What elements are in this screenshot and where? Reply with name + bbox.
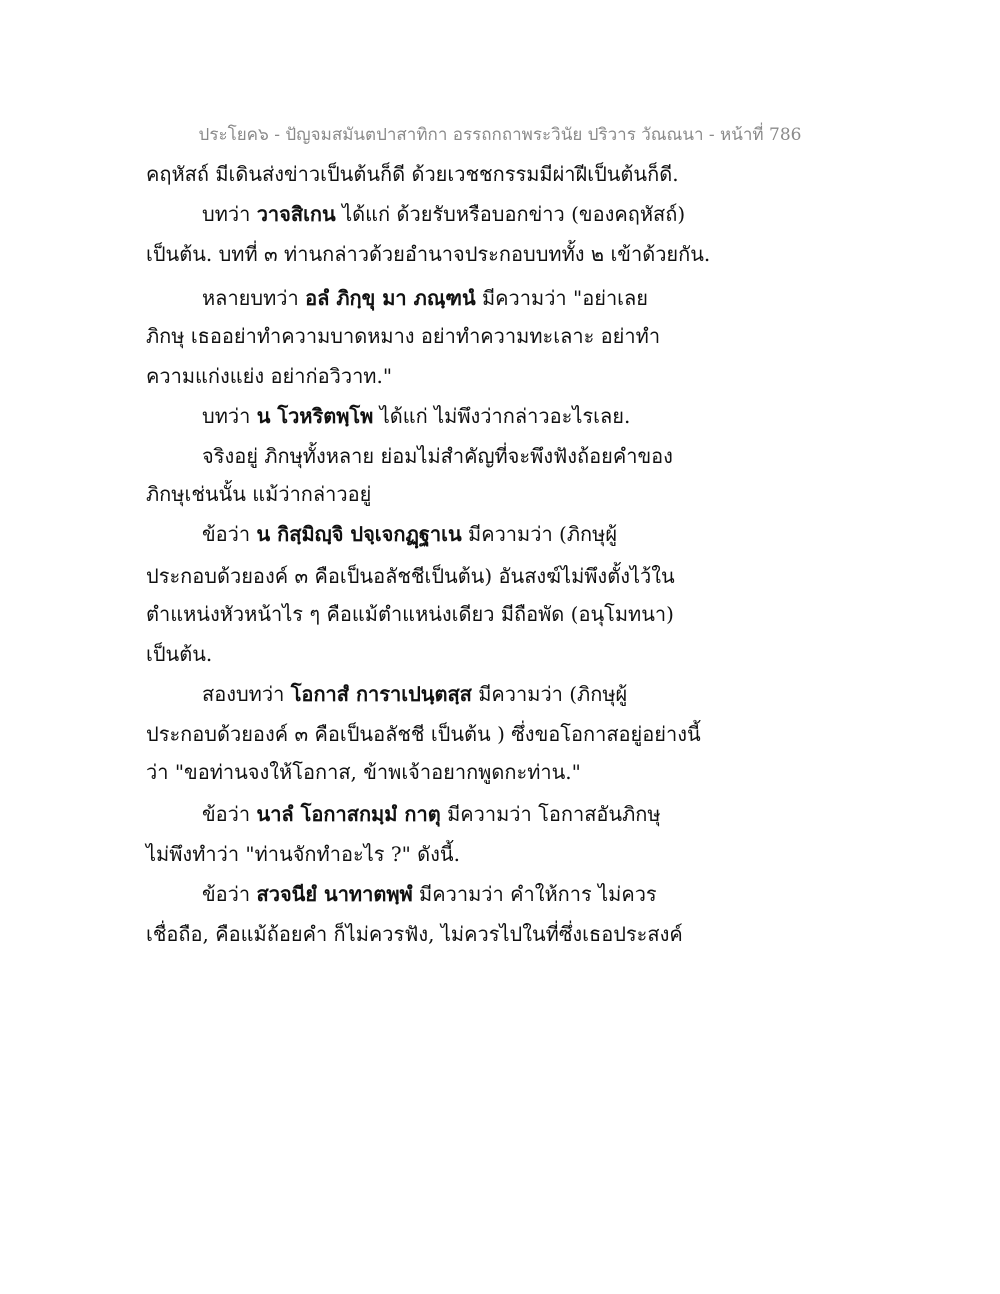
pali-term: โอกาสํ การาเปนฺตสฺส [290, 682, 472, 706]
pali-term: น โวหริตพฺโพ [256, 404, 374, 428]
text-line: ตำแหน่งหัวหน้าไร ๆ คือแม้ตำแหน่งเดียว มีถือพัด (อนุโมทนา) [146, 602, 674, 626]
text-line: เป็นต้น. บทที่ ๓ ท่านกล่าวด้วยอำนาจประกอบบททั้ง ๒ เข้าด้วยกัน. [146, 242, 711, 266]
text-line: บทว่า วาจสิเกน ได้แก่ ด้วยรับหรือบอกข่าว (ของคฤหัสถ์) [202, 202, 686, 226]
text-line: ความแก่งแย่ง อย่าก่อวิวาท." [146, 364, 393, 388]
pali-term: สวจนียํ นาทาตพฺพํ [256, 882, 413, 906]
text-line: จริงอยู่ ภิกษุทั้งหลาย ย่อมไม่สำคัญที่จะพึงฟังถ้อยคำของ [202, 444, 673, 468]
text-line: ข้อว่า น กิสฺมิญฺจิ ปจฺเจกฏฺฐาเน มีความว่า (ภิกษุผู้ [202, 522, 618, 546]
text-line: ข้อว่า นาลํ โอกาสกมฺมํ กาตุ มีความว่า โอกาสอันภิกษุ [202, 802, 661, 826]
text-line: เชื่อถือ, คือแม้ถ้อยคำ ก็ไม่ควรฟัง, ไม่ควรไปในที่ซึ่งเธอประสงค์ [146, 922, 683, 946]
text-line: ว่า "ขอท่านจงให้โอกาส, ข้าพเจ้าอยากพูดกะท่าน." [146, 760, 581, 784]
text-line: ประกอบด้วยองค์ ๓ คือเป็นอลัชชี เป็นต้น ) ซึ่งขอโอกาสอยู่อย่างนี้ [146, 722, 701, 746]
text-line: ข้อว่า สวจนียํ นาทาตพฺพํ มีความว่า คำให้การ ไม่ควร [202, 882, 657, 906]
text-line: ประกอบด้วยองค์ ๓ คือเป็นอลัชชีเป็นต้น) อันสงฆ์ไม่พึงตั้งไว้ใน [146, 564, 675, 588]
text-line: หลายบทว่า อลํ ภิกฺขุ มา ภณฺฑนํ มีความว่า "อย่าเลย [202, 286, 648, 310]
pali-term: อลํ ภิกฺขุ มา ภณฺฑนํ [305, 286, 476, 310]
text-line: บทว่า น โวหริตพฺโพ ได้แก่ ไม่พึงว่ากล่าวอะไรเลย. [202, 404, 631, 428]
text-line: ภิกษุเช่นนั้น แม้ว่ากล่าวอยู่ [146, 482, 372, 506]
text-line: ไม่พึงทำว่า "ท่านจักทำอะไร ?" ดังนี้. [146, 842, 460, 866]
pali-term: นาลํ โอกาสกมฺมํ กาตุ [256, 802, 441, 826]
page-header: ประโยค๖ - ปัญจมสมันตปาสาทิกา อรรถกถาพระวินัย ปริวาร วัณณนา - หน้าที่ 786 [198, 125, 802, 145]
text-line: คฤหัสถ์ มีเดินส่งข่าวเป็นต้นก็ดี ด้วยเวชชกรรมมีผ่าฝีเป็นต้นก็ดี. [146, 162, 679, 186]
pali-term: น กิสฺมิญฺจิ ปจฺเจกฏฺฐาเน [256, 522, 462, 546]
pali-term: วาจสิเกน [256, 202, 336, 226]
text-line: เป็นต้น. [146, 642, 213, 666]
text-line: ภิกษุ เธออย่าทำความบาดหมาง อย่าทำความทะเลาะ อย่าทำ [146, 324, 661, 348]
text-line: สองบทว่า โอกาสํ การาเปนฺตสฺส มีความว่า (ภิกษุผู้ [202, 682, 628, 706]
